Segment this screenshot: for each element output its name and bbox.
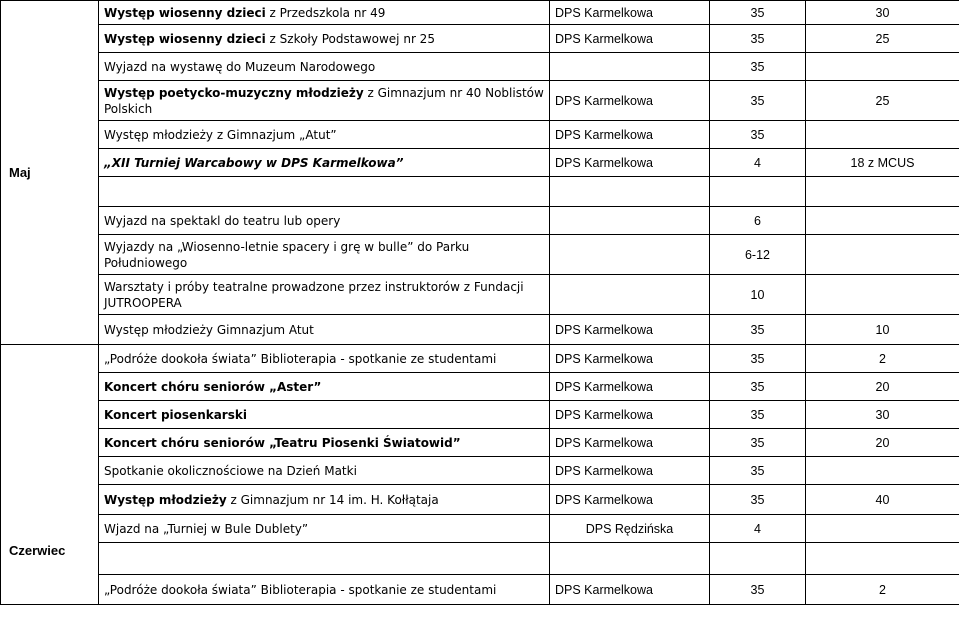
event-cell xyxy=(99,429,550,457)
table-row xyxy=(1,543,959,575)
guests-count-cell xyxy=(806,177,959,207)
event-cell xyxy=(99,485,550,515)
participants-count-cell: 4 xyxy=(710,149,806,177)
place-cell xyxy=(550,275,710,315)
participants-count-cell: 35 xyxy=(710,457,806,485)
event-cell xyxy=(99,373,550,401)
event-text: Wyjazd na wystawę do Muzeum Narodowego xyxy=(104,59,376,74)
place-cell: DPS Karmelkowa xyxy=(550,121,710,149)
participants-count-cell: 35 xyxy=(710,345,806,373)
event-cell xyxy=(99,345,550,373)
participants-count-cell: 35 xyxy=(710,429,806,457)
table-row xyxy=(1,1,959,25)
event-cell xyxy=(99,575,550,605)
event-text: „XII Turniej Warcabowy w DPS Karmelkowa” xyxy=(104,155,404,170)
table-row xyxy=(1,575,959,605)
participants-count-cell: 35 xyxy=(710,53,806,81)
participants-count-cell: 35 xyxy=(710,81,806,121)
event-text: Spotkanie okolicznościowe na Dzień Matki xyxy=(104,463,357,478)
event-text: Warsztaty i próby teatralne prowadzone przez instruktorów z Fundacji JUTROOPERA xyxy=(104,279,524,310)
event-cell xyxy=(99,315,550,345)
participants-count-cell: 35 xyxy=(710,25,806,53)
table-row xyxy=(1,81,959,121)
event-text: z Gimnazjum nr 40 Noblistów Polskich xyxy=(104,85,544,116)
participants-count-cell: 35 xyxy=(710,575,806,605)
guests-count-cell: 18 z MCUS xyxy=(806,149,959,177)
place-cell xyxy=(550,235,710,275)
guests-count-cell: 2 xyxy=(806,575,959,605)
event-cell xyxy=(99,207,550,235)
month-cell-czerwiec: Czerwiec xyxy=(1,345,99,605)
participants-count-cell: 35 xyxy=(710,485,806,515)
guests-count-cell: 10 xyxy=(806,315,959,345)
participants-count-cell: 10 xyxy=(710,275,806,315)
guests-count-cell: 40 xyxy=(806,485,959,515)
event-text: z Szkoły Podstawowej nr 25 xyxy=(265,31,435,46)
event-cell xyxy=(99,1,550,25)
event-text: z Gimnazjum nr 14 im. H. Kołłątaja xyxy=(226,492,439,507)
event-cell xyxy=(99,149,550,177)
event-text: Występ wiosenny dzieci xyxy=(104,31,266,46)
table-row xyxy=(1,235,959,275)
guests-count-cell xyxy=(806,207,959,235)
place-cell: DPS Karmelkowa xyxy=(550,575,710,605)
event-cell xyxy=(99,25,550,53)
event-text: Występ młodzieży z Gimnazjum „Atut” xyxy=(104,127,337,142)
table-row xyxy=(1,53,959,81)
event-cell xyxy=(99,235,550,275)
guests-count-cell: 30 xyxy=(806,1,959,25)
participants-count-cell: 6 xyxy=(710,207,806,235)
table-row xyxy=(1,485,959,515)
event-cell xyxy=(99,81,550,121)
event-text: Występ młodzieży xyxy=(104,492,227,507)
table-row xyxy=(1,401,959,429)
guests-count-cell xyxy=(806,121,959,149)
place-cell: DPS Karmelkowa xyxy=(550,373,710,401)
table-row xyxy=(1,345,959,373)
event-text: Występ wiosenny dzieci xyxy=(104,5,266,20)
table-row xyxy=(1,429,959,457)
month-cell-maj: Maj xyxy=(1,1,99,345)
place-cell: DPS Karmelkowa xyxy=(550,1,710,25)
place-cell xyxy=(550,543,710,575)
event-text: Koncert piosenkarski xyxy=(104,407,247,422)
guests-count-cell: 20 xyxy=(806,373,959,401)
event-cell xyxy=(99,275,550,315)
event-cell xyxy=(99,121,550,149)
participants-count-cell: 35 xyxy=(710,401,806,429)
event-cell xyxy=(99,401,550,429)
participants-count-cell: 6-12 xyxy=(710,235,806,275)
event-text: „Podróże dookoła świata” Biblioterapia - spotkanie ze studentami xyxy=(104,582,497,597)
event-cell xyxy=(99,543,550,575)
event-text: Występ poetycko-muzyczny młodzieży xyxy=(104,85,364,100)
event-text: „Podróże dookoła świata” Biblioterapia - spotkanie ze studentami xyxy=(104,351,497,366)
event-cell xyxy=(99,457,550,485)
guests-count-cell: 20 xyxy=(806,429,959,457)
guests-count-cell xyxy=(806,515,959,543)
place-cell: DPS Karmelkowa xyxy=(550,149,710,177)
table-row xyxy=(1,373,959,401)
guests-count-cell xyxy=(806,235,959,275)
table-row xyxy=(1,457,959,485)
event-text: Wyjazdy na „Wiosenno-letnie spacery i grę w bulle” do Parku Południowego xyxy=(104,239,470,270)
table-row xyxy=(1,207,959,235)
table-row xyxy=(1,515,959,543)
place-cell: DPS Karmelkowa xyxy=(550,81,710,121)
event-cell xyxy=(99,515,550,543)
place-cell: DPS Karmelkowa xyxy=(550,457,710,485)
event-text: z Przedszkola nr 49 xyxy=(265,5,386,20)
participants-count-cell xyxy=(710,177,806,207)
guests-count-cell: 25 xyxy=(806,25,959,53)
event-text: Koncert chóru seniorów „Aster” xyxy=(104,379,322,394)
place-cell: DPS Karmelkowa xyxy=(550,401,710,429)
place-cell: DPS Karmelkowa xyxy=(550,429,710,457)
event-text: Wjazd na „Turniej w Bule Dublety” xyxy=(104,521,309,536)
table-row xyxy=(1,177,959,207)
guests-count-cell: 2 xyxy=(806,345,959,373)
table-row xyxy=(1,25,959,53)
guests-count-cell: 25 xyxy=(806,81,959,121)
guests-count-cell xyxy=(806,457,959,485)
place-cell: DPS Karmelkowa xyxy=(550,25,710,53)
table-row xyxy=(1,315,959,345)
event-text: Wyjazd na spektakl do teatru lub opery xyxy=(104,213,341,228)
event-cell xyxy=(99,177,550,207)
participants-count-cell: 35 xyxy=(710,1,806,25)
event-text: Koncert chóru seniorów „Teatru Piosenki Światowid” xyxy=(104,435,461,450)
place-cell xyxy=(550,207,710,235)
participants-count-cell: 4 xyxy=(710,515,806,543)
guests-count-cell xyxy=(806,275,959,315)
participants-count-cell: 35 xyxy=(710,373,806,401)
place-cell xyxy=(550,177,710,207)
participants-count-cell xyxy=(710,543,806,575)
table-row xyxy=(1,121,959,149)
event-text: Występ młodzieży Gimnazjum Atut xyxy=(104,322,314,337)
place-cell: DPS Karmelkowa xyxy=(550,315,710,345)
table-row xyxy=(1,275,959,315)
place-cell: DPS Karmelkowa xyxy=(550,485,710,515)
guests-count-cell xyxy=(806,53,959,81)
guests-count-cell: 30 xyxy=(806,401,959,429)
participants-count-cell: 35 xyxy=(710,121,806,149)
guests-count-cell xyxy=(806,543,959,575)
table-row xyxy=(1,149,959,177)
place-cell: DPS Karmelkowa xyxy=(550,345,710,373)
participants-count-cell: 35 xyxy=(710,315,806,345)
place-cell xyxy=(550,53,710,81)
event-cell xyxy=(99,53,550,81)
place-cell: DPS Rędzińska xyxy=(550,515,710,543)
